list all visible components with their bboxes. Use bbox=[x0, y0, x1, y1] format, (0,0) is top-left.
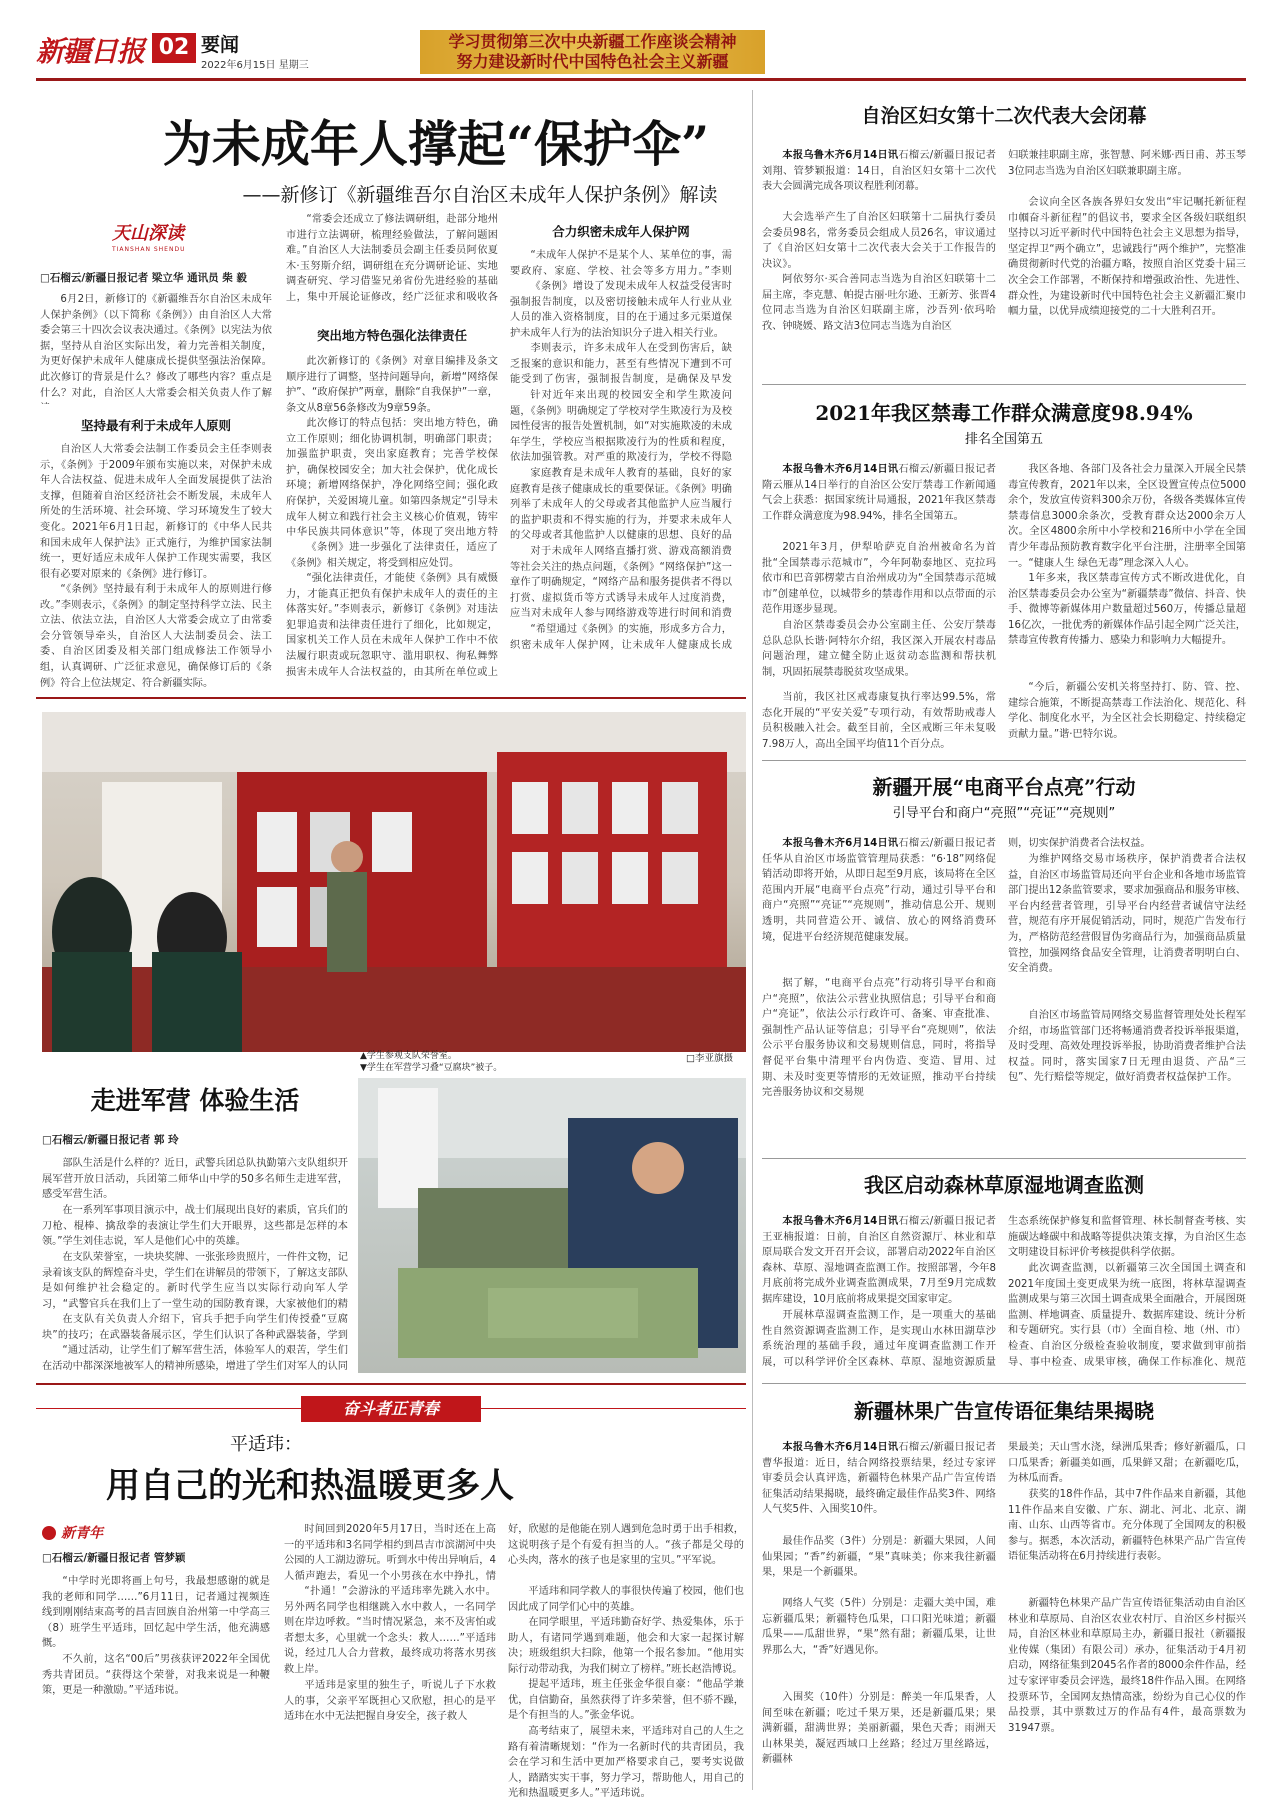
women-para-5: 会议向全区各族各界妇女发出“牢记嘱托新征程 巾帼奋斗新征程”的倡议书，要求全区各级妇联组织坚持以习近平新时代中国特色社会主义思想为指导，坚定捍卫“两个确立”，忠诚践行“两个维护”，完整准确贯彻新时代党的治疆方略，按照自治区党委十届三次全会工作部署，不断保持和增强政治性、先进性、群众性，为建设新时代中国特色社会主义新疆汇聚巾帼力量，以优异成绩迎接党的二十大胜利召开。 bbox=[1008, 197, 1246, 318]
youth-column-3 bbox=[508, 1522, 744, 1806]
column-logo-text: 天山深读 bbox=[112, 223, 184, 244]
army-byline: □石榴云/新疆日报记者 郭 玲 bbox=[42, 1134, 179, 1146]
army-photo-credit: □李亚旗摄 bbox=[686, 1053, 733, 1064]
fruit-lead bbox=[762, 1440, 996, 1534]
drug-body-left bbox=[762, 462, 996, 690]
youth-column-1 bbox=[42, 1574, 270, 1806]
youth-tag-dot-icon bbox=[42, 1526, 56, 1540]
drug-para-4: 当前，我区社区戒毒康复执行率达99.5%，常态化开展的“平安关爱”专项行动，有效帮助戒毒人员积极融入社会。截至目前，全区戒断三年未复吸7.98万人，高出全国平均值11个百分点。 bbox=[762, 692, 996, 750]
drug-body-right bbox=[1008, 462, 1246, 752]
women-lead bbox=[762, 148, 996, 210]
army-para-4: 在支队有关负责人介绍下，官兵手把手向学生们传授叠“豆腐块”的技巧；在武器装备展示区，学生们认识了各种武器装备，学到 bbox=[42, 1314, 348, 1341]
ecom-bottom-rule bbox=[762, 1158, 1246, 1159]
fruit-body-right bbox=[1008, 1440, 1246, 1806]
column-logo-tianshan bbox=[112, 222, 222, 260]
army-para-1: 部队生活是什么样的？近日，武警兵团总队执勤第六支队组织开展军营开放日活动，兵团第二师华山中学的50多名师生走进军营，感受军营生活。 bbox=[42, 1158, 348, 1201]
quilt-illustration bbox=[358, 1078, 746, 1373]
fruit-para-4: 入围奖（10件）分别是：醉美一年瓜果香，人间至味在新疆；吃过千果万果，还是新疆瓜果；果满新疆，甜满世界；美丽新疆，果色天香；雨洲天山林果美，凝冠西域口上丝路；经过万里丝路远，新疆林 bbox=[762, 1692, 996, 1766]
lead-para-1: 自治区人大常委会法制工作委员会主任李则表示，《条例》于2009年颁布实施以来，对保护未成年人合法权益、促进未成年人全面发展提供了法治支撑，但随着自治区经济社会不断发展，未成年人所处的生活环境、社会环境、学习环境发生了较大变化。2021年6月1日起，新修订的《中华人民共和国未成年人保护法》正式施行，为维护国家法制统一，更好适应未成年人保护工作现实需要，我区很有必要对原来的《条例》进行修订。 bbox=[40, 444, 272, 580]
lead-para-12: 对于未成年人网络直播打赏、游戏高额消费等社会关注的热点问题，《条例》“网络保护”这一章作了明确规定，“网络产品和服务提供者不得以打赏、虚拟货币等方式诱导未成年人过度消费，应当对未成年人参与网络游戏等进行时间和消费 bbox=[510, 546, 732, 620]
youth-column-2 bbox=[284, 1522, 496, 1806]
photo-honor-room bbox=[42, 712, 746, 1052]
forest-dateline: 本报乌鲁木齐6月14日讯 bbox=[782, 1216, 899, 1227]
drug-lead-text: 石榴云/新疆日报记者隋云雁从14日举行的自治区公安厅禁毒工作新闻通气会上获悉：据国家统计局通报，2021年我区禁毒工作群众满意度为98.94%，排名全国第五。 bbox=[762, 464, 996, 522]
women-bottom-rule bbox=[762, 384, 1246, 385]
headline-banner bbox=[420, 30, 765, 74]
army-bottom-rule bbox=[36, 1383, 746, 1385]
youth-para-7: 平适玮和同学救人的事很快传遍了校园，他们也因此成了同学们心中的英雄。 bbox=[508, 1586, 744, 1613]
fruit-para-6: 获奖的18件作品，其中7件作品来自新疆，其他11件作品来自安徽、广东、湖北、河北、北京、湖南、山东、山西等省市。充分体现了全国网友的积极参与。据悉，本次活动，新疆特色林果产品广告宣传语征集活动将在6月持续进行表彰。 bbox=[1008, 1489, 1246, 1563]
youth-para-10: 高考结束了，展望未来，平适玮对自己的人生之路有着清晰规划：“作为一名新时代的共青团员，我会在学习和生活中更加严格要求自己，要考实说做人，踏踏实实干事，努力学习，帮助他人，用自己的光和热温暖更多人。”平适玮说。 bbox=[508, 1726, 744, 1800]
ecom-lead bbox=[762, 836, 996, 976]
drug-para-5: 我区各地、各部门及各社会力量深入开展全民禁毒宣传教育，2021年以来，全区设置宣传点位5000余个，发放宣传资料300余万份，各级各类媒体宣传禁毒信息3000余条次，受教育群众达2000余万人次。全区4800余所中小学校和216所中小学在全国青少年毒品预防教育数字化平台注册，注册率全国第一。“健康人生 绿色无毒”理念深入人心。 bbox=[1008, 464, 1246, 569]
army-headline: 走进军营 体验生活 bbox=[90, 1086, 300, 1115]
ecom-para-5: 自治区市场监管局网络交易监督管理处处长程军介绍，市场监管部门还将畅通消费者投诉举报渠道，及时受理、高效处理投诉举报，协助消费者维护合法权益。同时，落实国家7日无理由退货、产品“三包”、先行赔偿等规定，做好消费者权益保护工作。 bbox=[1008, 1010, 1246, 1084]
page-number: 02 bbox=[152, 33, 196, 63]
lead-para-3: 此次新修订的《条例》对章目编排及条文顺序进行了调整，坚持问题导向，新增“网络保护”、“政府保护”两章，删除“自我保护”一章，条文从8章56条修改为9章59条。 bbox=[286, 356, 498, 414]
women-para-2: 大会选举产生了自治区妇联第十二届执行委员会委员98名，常务委员会组成人员26名，审议通过了《自治区妇女第十二次代表大会关于工作报告的决议》。 bbox=[762, 212, 996, 270]
forest-body-right bbox=[1008, 1214, 1246, 1376]
lead-para-6: “强化法律责任，才能使《条例》具有威慑力，才能真正把负有保护未成年人的责任的主体落实好。”李则表示，新修订《条例》对违法犯罪追责和法律责任进行了细化，比如规定，国家机关工作人员在未成年人保护工作中不依法履行职责或玩忽职守、滥用职权、徇私舞弊损害未成年人合法权益的，由其所在单位或上 bbox=[286, 573, 498, 678]
ecom-body-left bbox=[762, 836, 996, 1150]
lead-para-8: 《条例》增设了发现未成年人权益受侵害时强制报告制度，以及密切接触未成年人行业从业人员的准入资格制度，目的在于通过多元渠道保护未成年人行为的法治知识分子进入相关行业。 bbox=[510, 281, 732, 339]
lead-para-13: “希望通过《条例》的实施，形成多方合力，织密未成年人保护网，让未成年人健康成长成 bbox=[510, 624, 732, 651]
lead-column-2 bbox=[286, 212, 498, 688]
youth-para-6: 好，欣慰的是他能在别人遇到危急时勇于出手相救，这说明孩子是个有爱有担当的人。“孩子都是父母的心头肉，落水的孩子也是家里的宝贝。”平军说。 bbox=[508, 1524, 744, 1567]
army-body bbox=[42, 1156, 348, 1371]
women-lead-text: 石榴云/新疆日报记者刘翔、管梦颖报道：14日，自治区妇女第十二次代表大会圆满完成各项议程胜利闭幕。 bbox=[762, 150, 996, 193]
forest-para-4: 此次调查监测，以新疆第三次全国国土调查和2021年度国土变更成果为统一底图，将林草湿调查监测成果与第三次国土调查成果全面融合，开展图斑监测、样地调查、质量提升、数据库建设、统计分析和专题研究。实行县（市）全面自检、地（州、市）检查、自治区分级检查验收制度，要求做到审前指导、事中检查、成果审核，确保工作标准化、规范 bbox=[1008, 1263, 1246, 1368]
ecom-subtitle: 引导平台和商户“亮照”“亮证”“亮规则” bbox=[892, 806, 1116, 821]
youth-headline: 用自己的光和热温暖更多人 bbox=[106, 1466, 514, 1506]
women-body-left bbox=[762, 148, 996, 376]
column-logo-en: TIANSHAN SHENDU bbox=[112, 246, 186, 253]
banner-line-1: 学习贯彻第三次中央新疆工作座谈会精神 bbox=[448, 32, 737, 51]
forest-lead-text: 石榴云/新疆日报记者王亚楠报道：日前，自治区自然资源厅、林业和草原局联合发文开召开会议，部署启动2022年自治区森林、草原、湿地调查监测工作。按照部署，今年8月底前将完成外业调查监测成果，7月至9月完成数据库建设，10月底前将成果提交国家审定。 bbox=[762, 1216, 996, 1305]
drug-lead bbox=[762, 462, 996, 540]
lead-para-2: “《条例》坚持最有利于未成年人的原则进行修改。”李则表示，《条例》的制定坚持科学立法、民主立法、依法立法，自治区人大常委会成立了由常委会分管领导牵头，自治区人大法制委员会、法工委、自治区团委及相关部门组成修法工作领导小组，认真调研、广泛征求意见，确保修订后的《条例》符合上位法规定、符合新疆实际。 bbox=[40, 584, 272, 689]
lead-para-10: 针对近年来出现的校园安全和学生欺凌问题，《条例》明确规定了学校对学生欺凌行为及校园性侵害的报告处置机制，如“对实施欺凌的未成年学生，学校应当根据欺凌行为的性质和程度，依法加强管教。对严重的欺凌行为，学校不得隐 bbox=[510, 390, 732, 464]
youth-tag bbox=[42, 1522, 162, 1542]
ecom-headline: 新疆开展“电商平台点亮”行动 bbox=[872, 775, 1136, 799]
drug-dateline: 本报乌鲁木齐6月14日讯 bbox=[782, 464, 899, 475]
youth-para-1: “中学时光即将画上句号，我最想感谢的就是我的老师和同学……”6月11日，记者通过视频连线到刚刚结束高考的昌吉回族自治州第一中学高三（8）班学生平适玮，回忆起中学生活，他充满感慨。 bbox=[42, 1576, 270, 1650]
banner-line-2: 努力建设新时代中国特色社会主义新疆 bbox=[456, 52, 729, 71]
women-para-4: 妇联兼挂职副主席，张智慧、阿米娜·西日甫、苏玉琴3位同志当选为自治区妇联兼职副主席。 bbox=[1008, 150, 1246, 177]
lead-column-3 bbox=[510, 222, 732, 690]
fruit-body-left bbox=[762, 1440, 996, 1806]
youth-banner-label: 奋斗者正青春 bbox=[301, 1396, 481, 1422]
fruit-para-7: 新疆特色林果产品广告宣传语征集活动由自治区林业和草原局、自治区农业农村厅、自治区乡村振兴局，自治区林业和草原局主办，新疆日报社（新疆报业传媒（集团）有限公司）承办，征集活动于4月初启动，网络征集到2045名作者的8000余件作品，经过专家评审委员会评选，最终18件作品入围。在网络投票环节，全国网友热情高涨，纷纷为自己心仪的作品投票，其中票数过万的作品有4件，最高票数为31947票。 bbox=[1008, 1598, 1246, 1734]
fruit-para-3: 网络人气奖（5件）分别是：走疆大美中国，难忘新疆瓜果；新疆特色瓜果，口口阳光味道；新疆瓜果——瓜甜世界，“果”然有甜；新疆瓜果，让世界那么大，“香”好遇见你。 bbox=[762, 1598, 996, 1656]
lead-headline: 为未成年人撑起“保护伞” bbox=[162, 115, 710, 173]
youth-para-5: 平适玮是家里的独生子，听说儿子下水救人的事，父亲平军既担心又欣慰，担心的是平适玮在水中无法把握自身安全，孩子救人 bbox=[284, 1680, 496, 1723]
youth-byline: □石榴云/新疆日报记者 管梦颖 bbox=[42, 1552, 186, 1564]
lead-para-11: 家庭教育是未成年人教育的基础，良好的家庭教育是孩子健康成长的重要保证。《条例》明确列举了未成年人的父母或者其他监护人应当履行的监护职责和不得实施的行为，并要求未成年人的父母或者其他监护人以健康的思想、良好的品 bbox=[510, 468, 732, 542]
youth-kicker: 平适玮： bbox=[230, 1434, 302, 1455]
army-captions bbox=[360, 1050, 600, 1076]
women-dateline: 本报乌鲁木齐6月14日讯 bbox=[782, 150, 899, 161]
ecom-dateline: 本报乌鲁木齐6月14日讯 bbox=[782, 838, 899, 849]
drug-para-2: 2021年3月，伊犁哈萨克自治州被命名为首批“全国禁毒示范城市”，今年阿勒泰地区、克拉玛依市和巴音郭楞蒙古自治州成功为“全国禁毒示范城市”创建单位，以城带乡的禁毒作用和以点带面的示范作用逐步显现。 bbox=[762, 542, 996, 616]
army-caption-2: ▼学生在军营学习叠“豆腐块”被子。 bbox=[360, 1063, 503, 1073]
women-para-3: 阿依努尔·买合善同志当选为自治区妇联第十二届主席，李克慧、帕提古丽·吐尔逊、王新芳、张晋4位同志当选为自治区妇联副主席，沙吾列·依玛哈孜、钟晓媛、路文洁3位同志当选为自治区 bbox=[762, 274, 996, 332]
youth-column-banner bbox=[36, 1396, 746, 1422]
fruit-para-2: 最佳作品奖（3件）分别是：新疆大果园，人间仙果园；“香”约新疆，“果”真味美；你来我往新疆果，果是一个新疆果。 bbox=[762, 1536, 996, 1579]
lead-col2-para: “常委会还成立了修法调研组，赴部分地州市进行立法调研，梳理经验做法，了解问题困难。”自治区人大法制委员会副主任委员阿依夏木·玉努斯介绍，调研组在充分调研论证、实地调查研究、学习借鉴兄弟省份先进经验的基础上，集中开展论证修改，经广泛征求和吸收各 bbox=[286, 214, 498, 303]
drug-para-7: “今后，新疆公安机关将坚持打、防、管、控、建综合施策，不断提高禁毒工作法治化、规范化、科学化、制度化水平，为全区社会长期稳定、持续稳定贡献力量。”谐·巴特尔说。 bbox=[1008, 682, 1246, 740]
women-body-right bbox=[1008, 148, 1246, 376]
section-name: 要闻 bbox=[201, 34, 240, 56]
army-para-2: 在一系列军事项目演示中，战士们展现出良好的素质，官兵们的刀枪、棍棒、擒敌拳的表演让学生们大开眼界，这些都是怎样的本领。”学生刘佳志说，军人是他们心中的英雄。 bbox=[42, 1205, 348, 1248]
forest-lead bbox=[762, 1214, 996, 1308]
lead-para-7: “未成年人保护不是某个人、某单位的事，需要政府、家庭、学校、社会等多方用力。”李则 bbox=[510, 250, 732, 277]
fruit-headline: 新疆林果广告宣传语征集结果揭晓 bbox=[854, 1399, 1154, 1423]
lead-para-9: 李则表示，许多未成年人在受到伤害后，缺乏报案的意识和能力，甚至有些情况下遭到不可能受到了伤害，强制报告制度，是确保及早发 bbox=[510, 343, 732, 386]
youth-para-2: 不久前，这名“00后”男孩获评2022年全国优秀共青团员。“获得这个荣誉，对我来说是一种鞭策，更是一种激励。”平适玮说。 bbox=[42, 1654, 270, 1697]
honor-room-illustration bbox=[42, 712, 746, 1052]
lead-subhead-2: 突出地方特色强化法律责任 bbox=[316, 328, 467, 343]
ecom-para-3: 则，切实保护消费者合法权益。 bbox=[1008, 838, 1151, 849]
lead-column-1 bbox=[40, 292, 272, 692]
ecom-para-4: 为维护网络交易市场秩序，保护消费者合法权益，自治区市场监管局还向平台企业和各地市场监管部门提出12条监管要求，要求加强商品和服务审核、平台内经营者管理，引导平台内经营者诚信守法经营，规范有序开展促销活动，同时，规范广告发布行为，严格防范经营假冒伪劣商品行为，加强商品质量管控，加强网络食品安全管理，让消费者明明白白、安全消费。 bbox=[1008, 854, 1246, 975]
fruit-lead-text: 石榴云/新疆日报记者曹华报道：近日，结合网络投票结果，经过专家评审委员会认真评选，新疆特色林果产品广告宣传语征集活动结果揭晓，最终确定最佳作品奖3件、网络人气奖5件、入围奖10件。 bbox=[762, 1442, 996, 1516]
youth-para-9: 提起平适玮，班主任张金华很自豪：“他品学兼优，自信勤奋，虽然获得了许多荣誉，但不骄不躁，是个有担当的人。”张金华说。 bbox=[508, 1679, 744, 1722]
issue-date: 2022年6月15日 星期三 bbox=[201, 60, 309, 71]
forest-body-left bbox=[762, 1214, 996, 1376]
photo-quilt-folding bbox=[358, 1078, 746, 1373]
army-caption-1: ▲学生参观支队荣誉室。 bbox=[360, 1051, 457, 1061]
drug-para-6: 1年多来，我区禁毒宣传方式不断改进优化，自治区禁毒委员会办公室为“新疆禁毒”微信、抖音、快手、微博等新媒体用户数量超过560万，传播总量超16亿次，一批优秀的新媒体作品引起全网广泛关注，禁毒宣传教育传播力、感染力和影响力大幅提升。 bbox=[1008, 573, 1246, 647]
lead-byline: □石榴云/新疆日报记者 梁立华 通讯员 柴 毅 bbox=[40, 272, 247, 284]
youth-para-3: 时间回到2020年5月17日，当时还在上高一的平适玮和3名同学相约到昌吉市滨湖河中央公园的人工湖边游玩。听到水中传出异响后，4人循声跑去，看见一个小男孩在水中挣扎，情 bbox=[284, 1524, 496, 1582]
ecom-lead-text: 石榴云/新疆日报记者任华从自治区市场监管管理局获悉：“6·18”网络促销活动即将开始，从即日起至9月底，该局将在全区范围内开展“电商平台点亮”行动，通过引导平台和商户“亮照”“亮证”“亮规则”，推动信息公开、规则透明，共同营造公开、诚信、放心的网络消费环境，促进平台经济规范健康发展。 bbox=[762, 838, 996, 943]
forest-bottom-rule bbox=[762, 1383, 1246, 1384]
vertical-column-rule bbox=[752, 90, 753, 1790]
army-para-3: 在支队荣誉室，一块块奖牌、一张张珍贵照片，一件件文物，记录着该支队的辉煌奋斗史，学生们在讲解员的带领下，了解这支部队是如何维护社会稳定的。新时代学生应当以实际行动向军人学习，“武警官兵在我们上了一堂生动的国防教育课，大家被他们的精 bbox=[42, 1252, 348, 1310]
drug-subtitle: 排名全国第五 bbox=[964, 432, 1043, 447]
lead-bottom-rule bbox=[36, 697, 746, 699]
lead-para-4: 此次修订的特点包括：突出地方特色，确立工作原则；细化协调机制，明确部门职责；加强监护职责，突出家庭教育；完善学校保护，确保校园安全；加大社会保护，优化成长环境；新增网络保护，净化网络空间；强化政府保护，关爱困境儿童。如第四条规定“引导未成年人树立和践行社会主义核心价值观，铸牢中华民族共同体意识”等，体现了突出地方特 bbox=[286, 418, 498, 539]
drug-para-3: 自治区禁毒委员会办公室副主任、公安厅禁毒总队总队长谐·阿特尔介绍，我区深入开展农村毒品问题治理，建立健全防止返贫动态监测和帮扶机制，巩固拓展禁毒脱贫攻坚成果。 bbox=[762, 620, 996, 678]
youth-tag-label: 新青年 bbox=[61, 1525, 104, 1542]
women-headline: 自治区妇女第十二次代表大会闭幕 bbox=[861, 105, 1147, 127]
drug-body-left-2 bbox=[762, 690, 996, 752]
ecom-para-2: 据了解，“电商平台点亮”行动将引导平台和商户“亮照”，依法公示营业执照信息；引导平台和商户“亮证”，依法公示行政许可、备案、审查批准、强制性产品认证等信息；引导平台“亮规则”，依法公示平台服务协议和交易规则信息，同时，将指导督促平台集中清理平台内伪造、变造、冒用、过期、未及时变更等情形的无效证照，推动平台持续完善服务协议和交易规 bbox=[762, 978, 996, 1099]
lead-intro: 6月2日，新修订的《新疆维吾尔自治区未成年人保护条例》（以下简称《条例》）由自治区人大常委会第三十四次会议表决通过。《条例》以宪法为依据，坚持从自治区实际出发，着力完善相关制度，为更好保护未成年人健康成长提供坚强法治保障。此次修订的背景是什么？修改了哪些内容？重点是什么？对此，自治区人大常委会相关负责人作了解 bbox=[40, 294, 272, 399]
youth-para-4: “扑通！”会游泳的平适玮率先跳入水中。另外两名同学也相继跳入水中救人，一名同学则在岸边呼救。“当时情况紧急，来不及害怕或者想太多，心里就一个念头：救人……”平适玮说，经过几人合力营救，最终成功将落水男孩救上岸。 bbox=[284, 1586, 496, 1675]
forest-para-2: 开展林草湿调查监测工作，是一项重大的基础性自然资源调查监测工作，是实现山水林田湖草沙系统治理的基础手段，通过年度调查监测工作开展，可以科学评价全区森林、草原、湿地资源质量 bbox=[762, 1310, 996, 1368]
forest-para-3: 生态系统保护修复和监督管理、林长制督查考核、实施碳达峰碳中和战略等提供决策支撑，为自治区生态文明建设目标评价考核提供科学依据。 bbox=[1008, 1216, 1246, 1259]
fruit-para-5: 果最美；天山雪水浇，绿洲瓜果香；修好新疆瓜，口口瓜果香；新疆美如画，瓜果鲜又甜；在新疆吃瓜，为林瓜而香。 bbox=[1008, 1442, 1246, 1485]
ecom-body-right bbox=[1008, 836, 1246, 1150]
newspaper-logo: 新疆日报 bbox=[36, 35, 145, 68]
army-para-5: “通过活动，让学生们了解军营生活，体验军人的艰苦，学生们在活动中都深深地被军人的精神所感染，增进了学生们对军人的认同 bbox=[42, 1345, 348, 1372]
lead-subhead-1: 坚持最有利于未成年人原则 bbox=[80, 418, 231, 433]
lead-subhead-3: 合力织密未成年人保护网 bbox=[552, 224, 690, 239]
lead-subtitle: ——新修订《新疆维吾尔自治区未成年人保护条例》解读 bbox=[242, 184, 718, 206]
fruit-dateline: 本报乌鲁木齐6月14日讯 bbox=[782, 1442, 899, 1453]
masthead-rule bbox=[36, 78, 1246, 81]
forest-headline: 我区启动森林草原湿地调查监测 bbox=[864, 1173, 1144, 1197]
drug-headline: 2021年我区禁毒工作群众满意度98.94% bbox=[815, 401, 1193, 425]
drug-bottom-rule bbox=[762, 760, 1246, 761]
masthead bbox=[0, 0, 1280, 78]
youth-para-8: 在同学眼里，平适玮勤奋好学、热爱集体，乐于助人，有诸同学遇到难题，他会和大家一起探讨解决；班级组织大扫除，他第一个报名参加。“他用实际行动带动我，为我们树立了榜样。”班长赵浩博说。 bbox=[508, 1617, 744, 1675]
lead-para-5: 《条例》进一步强化了法律责任，适应了《条例》相关规定，将受到相应处罚。 bbox=[286, 542, 498, 569]
